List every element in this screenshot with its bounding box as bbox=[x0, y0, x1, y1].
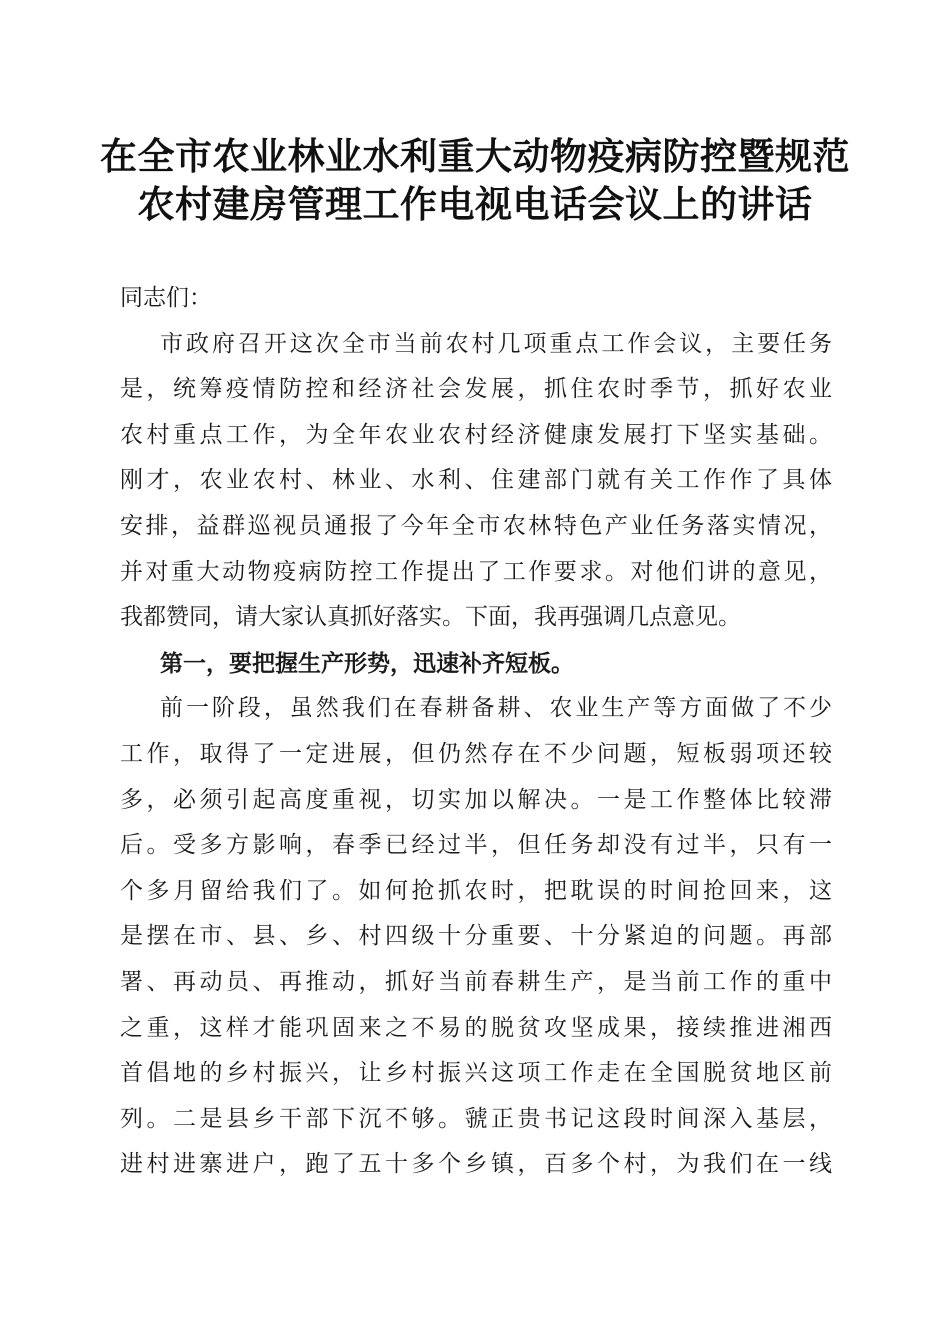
title-line-2: 农村建房管理工作电视电话会议上的讲话 bbox=[137, 182, 813, 226]
text-line: 刚才，农业农村、林业、水利、住建部门就有关工作作了具体 bbox=[120, 467, 832, 494]
section-heading: 第一，要把握生产形势，迅速补齐短板。 bbox=[160, 649, 574, 677]
text-line: 之重，这样才能巩固来之不易的脱贫攻坚成果，接续推进湘西 bbox=[120, 1014, 832, 1041]
text-line: 署、再动员、再推动，抓好当前春耕生产，是当前工作的重中 bbox=[120, 968, 832, 995]
text-line: 市政府召开这次全市当前农村几项重点工作会议，主要任务 bbox=[160, 330, 832, 357]
text-line: 列。二是县乡干部下沉不够。虢正贵书记这段时间深入基层， bbox=[120, 1105, 832, 1132]
text-line: 后。受多方影响，春季已经过半，但任务却没有过半，只有一 bbox=[120, 832, 832, 859]
title-line-1: 在全市农业林业水利重大动物疫病防控暨规范 bbox=[100, 134, 850, 178]
salutation: 同志们： bbox=[120, 285, 212, 311]
text-line: 个多月留给我们了。如何抢抓农时，把耽误的时间抢回来，这 bbox=[120, 877, 832, 904]
text-line: 是摆在市、县、乡、村四级十分重要、十分紧迫的问题。再部 bbox=[120, 923, 832, 950]
text-line: 前一阶段，虽然我们在春耕备耕、农业生产等方面做了不少 bbox=[160, 695, 832, 722]
text-line: 农村重点工作，为全年农业农村经济健康发展打下坚实基础。 bbox=[120, 421, 832, 448]
document-title bbox=[100, 132, 850, 228]
text-line: 安排，益群巡视员通报了今年全市农林特色产业任务落实情况， bbox=[120, 512, 832, 539]
text-line: 多，必须引起高度重视，切实加以解决。一是工作整体比较滞 bbox=[120, 786, 832, 813]
text-line: 工作，取得了一定进展，但仍然存在不少问题，短板弱项还较 bbox=[120, 740, 832, 767]
text-line: 进村进寨进户，跑了五十多个乡镇，百多个村，为我们在一线 bbox=[120, 1151, 832, 1178]
text-line: 我都赞同，请大家认真抓好落实。下面，我再强调几点意见。 bbox=[120, 604, 741, 631]
text-line: 并对重大动物疫病防控工作提出了工作要求。对他们讲的意见， bbox=[120, 558, 832, 585]
speech-body bbox=[120, 276, 832, 1188]
text-line: 是，统筹疫情防控和经济社会发展，抓住农时季节，抓好农业 bbox=[120, 376, 832, 403]
text-line: 首倡地的乡村振兴，让乡村振兴这项工作走在全国脱贫地区前 bbox=[120, 1060, 832, 1087]
